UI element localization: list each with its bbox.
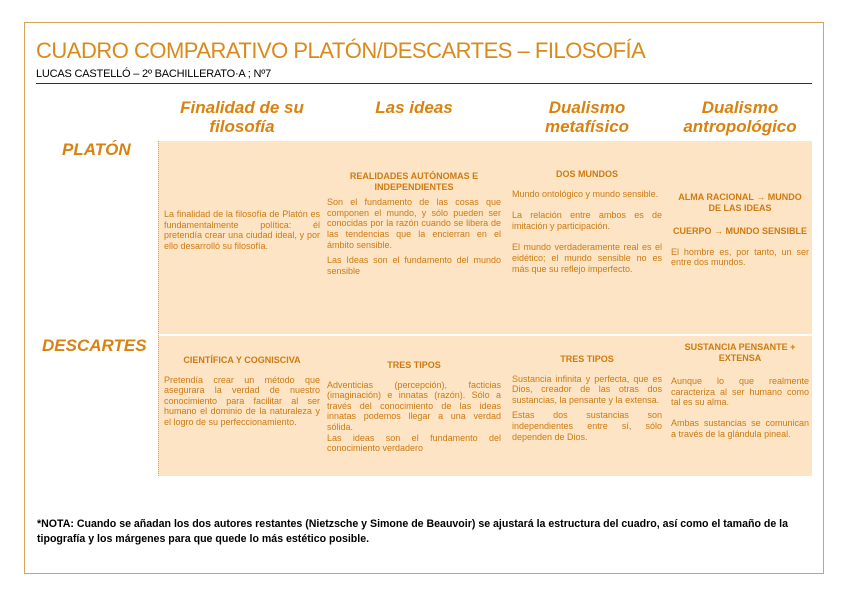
cell-text: Ambas sustancias se comunican a través de la glándula pineal. — [671, 417, 809, 439]
cell-heading: ALMA RACIONAL → MUNDO DE LAS IDEAS — [678, 192, 802, 213]
column-header-dualismo-metafisico: Dualismo metafísico — [544, 98, 630, 136]
cell-descartes-ideas — [327, 360, 501, 459]
column-header-finalidad: Finalidad de su filosofía — [180, 98, 304, 136]
cell-text: Las ideas son el fundamento del conocimiento verdadero — [327, 432, 501, 454]
cell-text: Estas dos sustancias son independientes entre sí, sólo dependen de Dios. — [512, 410, 662, 442]
cell-heading: SUSTANCIA PENSANTE + EXTENSA — [684, 342, 796, 363]
row-header-platon: PLATÓN — [62, 140, 131, 159]
title-divider — [36, 83, 812, 84]
footnote: *NOTA: Cuando se añadan los dos autores restantes (Nietzsche y Simone de Beauvoir) se ajustará la estructura del cuadro, así como el tamaño de la tipografía y los márgenes para que quede lo más estético posible. — [37, 518, 789, 545]
cell-descartes-finalidad — [164, 355, 320, 433]
cell-text: La relación entre ambos es de imitación y participación. — [512, 210, 662, 231]
cell-platon-finalidad — [164, 209, 320, 256]
cell-platon-dualismo-metafisico — [512, 169, 662, 279]
cell-descartes-dualismo-metafisico — [512, 354, 662, 447]
cell-text: Pretendía crear un método que asegurara la verdad de nuestro conocimiento para facilitar al ser humano el dominio de la naturaleza y el logro de su perfeccionamiento. — [164, 374, 320, 427]
cell-heading: DOS MUNDOS — [555, 169, 618, 179]
cell-text: Son el fundamento de las cosas que componen el mundo, y sólo pueden ser conocidas por la razón cuando se libera de las tendencias que la encierran en el ámbito sensible. — [327, 197, 501, 250]
cell-heading: TRES TIPOS — [560, 354, 614, 364]
column-header-dualismo-antropologico: Dualismo antropológico — [683, 98, 797, 136]
cell-heading: REALIDADES AUTÓNOMAS E INDEPENDIENTES — [349, 171, 479, 192]
cell-text: El mundo verdaderamente real es el eidético; el mundo sensible no es más que su reflejo imperfecto. — [512, 242, 662, 274]
cell-platon-ideas — [327, 171, 501, 281]
cell-heading: CIENTÍFICA Y COGNISCIVA — [183, 355, 301, 365]
cell-heading: CUERPO → MUNDO SENSIBLE — [672, 226, 807, 237]
cell-heading: TRES TIPOS — [387, 360, 441, 370]
cell-descartes-dualismo-antropologico — [671, 342, 809, 444]
cell-platon-dualismo-antropologico — [671, 192, 809, 273]
cell-text: Sustancia infinita y perfecta, que es Dios, creador de las otras dos sustancias, la pensante y la extensa. — [512, 373, 662, 405]
document-subtitle: LUCAS CASTELLÓ – 2º BACHILLERATO·A ; Nº7 — [36, 68, 271, 80]
document-title: CUADRO COMPARATIVO PLATÓN/DESCARTES – FILOSOFÍA — [36, 38, 646, 63]
cell-text: Mundo ontológico y mundo sensible. — [512, 188, 659, 199]
cell-text: La finalidad de la filosofía de Platón es fundamentalmente política: él pretendía crear una ciudad ideal, y por ello desarrolló su filosofía. — [164, 209, 320, 251]
cell-text: Adventicias (percepción), facticias (imaginación) e innatas (razón). Sólo a través del conocimiento de las ideas innatas podemos llegar a una verdad sólida. — [327, 379, 501, 432]
cell-text: El hombre es, por tanto, un ser entre dos mundos. — [671, 246, 809, 268]
column-header-ideas: Las ideas — [375, 98, 453, 117]
cell-text: Aunque lo que realmente caracteriza al ser humano como tal es su alma. — [671, 376, 809, 408]
row-header-descartes: DESCARTES — [42, 336, 147, 355]
row-divider-line — [158, 141, 159, 476]
cell-text: Las Ideas son el fundamento del mundo sensible — [327, 255, 501, 276]
